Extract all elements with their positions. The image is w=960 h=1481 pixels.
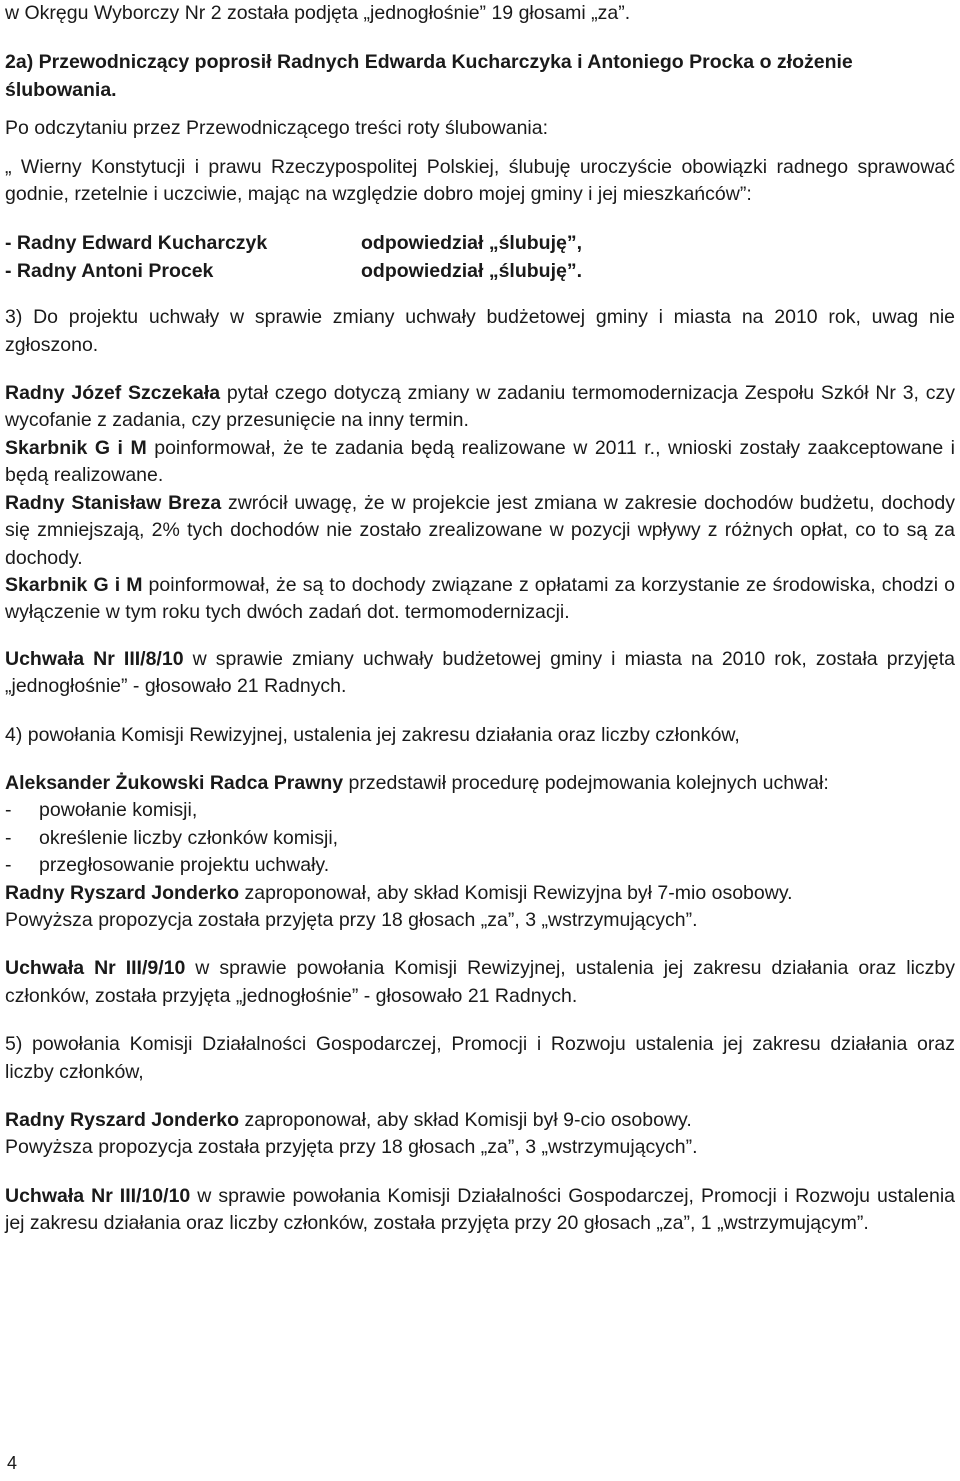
paragraph-zukowski xyxy=(5,770,955,797)
paragraph-after-oath: Po odczytaniu przez Przewodniczącego treści roty ślubowania: xyxy=(5,117,549,140)
list-item xyxy=(5,797,955,824)
speaker-name: Radny Ryszard Jonderko xyxy=(5,881,240,904)
paragraph-uchwala-8 xyxy=(5,646,955,701)
list-dash: - xyxy=(5,799,12,822)
paragraph-jonderko-1 xyxy=(5,880,955,907)
paragraph-3: 3) Do projektu uchwały w sprawie zmiany uchwały budżetowej gminy i miasta na 2010 rok, uwag nie zgłoszono. xyxy=(5,306,955,356)
paragraph-2a: 2a) Przewodniczący poprosił Radnych Edwarda Kucharczyka i Antoniego Procka o złożenie ślubowania. xyxy=(5,51,853,101)
resolution-text: w sprawie powołania Komisji Działalności Gospodarczej, Promocji i Rozwoju ustalenia jej zakresu działania oraz liczby członków, została przyjęta przy 20 głosach „za”, 1 „wstrzymującym”. xyxy=(5,1184,956,1235)
paragraph-4: 4) powołania Komisji Rewizyjnej, ustalenia jej zakresu działania oraz liczby członków, xyxy=(5,723,740,746)
document-page xyxy=(5,0,955,1238)
oath-name: - Radny Edward Kucharczyk xyxy=(5,232,268,255)
speaker-text: zaproponował, aby skład Komisji był 9-cio osobowy. xyxy=(239,1109,692,1131)
paragraph-5: 5) powołania Komisji Działalności Gospodarczej, Promocji i Rozwoju ustalenia jej zakresu działania oraz liczby członków, xyxy=(5,1033,955,1083)
resolution-text: w sprawie zmiany uchwały budżetowej gminy i miasta na 2010 rok, została przyjęta „jednogłośnie” - głosowało 21 Radnych. xyxy=(5,647,955,698)
paragraph-oath: „ Wierny Konstytucji i prawu Rzeczypospolitej Polskiej, ślubuję uroczyście obowiązki radnego sprawować godnie, rzetelnie i uczciwie, mając na względzie dobro mojej gminy i jej mieszkańców”: xyxy=(5,155,955,206)
resolution-text: w sprawie powołania Komisji Rewizyjnej, ustalenia jej zakresu działania oraz liczby członków, została przyjęta „jednogłośnie” - głosowało 21 Radnych. xyxy=(5,957,955,1007)
oath-responses xyxy=(5,230,955,285)
list-item-text: przegłosowanie projektu uchwały. xyxy=(39,854,330,877)
speaker-name: Skarbnik G i M xyxy=(5,573,143,596)
speaker-text: pytał czego dotyczą zmiany w zadaniu termomodernizacja Zespołu Szkół Nr 3, czy wycofanie z zadania, czy przesunięcie na inny termin. xyxy=(5,382,955,432)
speaker-name: Aleksander Żukowski Radca Prawny xyxy=(5,771,344,794)
oath-row xyxy=(5,230,955,257)
paragraph-uchwala-10 xyxy=(5,1183,955,1238)
resolution-number: Uchwała Nr III/9/10 xyxy=(5,957,186,980)
page-number: 4 xyxy=(7,1453,18,1473)
list-item xyxy=(5,825,955,852)
resolution-number: Uchwała Nr III/10/10 xyxy=(5,1184,191,1207)
speaker-text: zwrócił uwagę, że w projekcie jest zmiana w zakresie dochodów budżetu, dochody się zmniejszają, 2% tych dochodów nie zostało zrealizowane w pozycji wpływy z różnych opłat, co to są za dochody. xyxy=(5,491,955,569)
oath-answer: odpowiedział „ślubuję”. xyxy=(361,259,583,282)
speaker-text: zaproponował, aby skład Komisji Rewizyjna był 7-mio osobowy. xyxy=(239,881,793,904)
paragraph-vote-2: Powyższa propozycja została przyjęta przy 18 głosach „za”, 3 „wstrzymujących”. xyxy=(5,1136,698,1159)
oath-row xyxy=(5,258,955,285)
paragraph-intro: w Okręgu Wyborczy Nr 2 została podjęta „jednogłośnie” 19 głosami „za”. xyxy=(5,2,631,24)
resolution-number: Uchwała Nr III/8/10 xyxy=(5,647,184,670)
oath-name: - Radny Antoni Procek xyxy=(5,259,214,282)
paragraph-breza xyxy=(5,490,955,572)
speaker-name: Radny Ryszard Jonderko xyxy=(5,1109,240,1131)
speaker-name: Skarbnik G i M xyxy=(5,436,147,459)
list-dash: - xyxy=(5,854,12,877)
speaker-text: przedstawił procedurę podejmowania kolejnych uchwał: xyxy=(343,771,829,794)
list-item-text: powołanie komisji, xyxy=(39,799,198,822)
paragraph-vote-1: Powyższa propozycja została przyjęta przy 18 głosach „za”, 3 „wstrzymujących”. xyxy=(5,908,698,931)
paragraph-skarbnik-2 xyxy=(5,572,955,627)
speaker-name: Radny Stanisław Breza xyxy=(5,491,222,514)
speaker-text: poinformował, że te zadania będą realizowane w 2011 r., wnioski zostały zaakceptowane i będą realizowane. xyxy=(5,436,955,487)
paragraph-skarbnik-1 xyxy=(5,435,955,490)
list-dash: - xyxy=(5,826,12,849)
oath-answer: odpowiedział „ślubuję”, xyxy=(361,232,583,255)
paragraph-uchwala-9 xyxy=(5,955,955,1010)
speaker-name: Radny Józef Szczekała xyxy=(5,382,221,405)
list-item xyxy=(5,852,955,879)
procedure-list xyxy=(5,797,955,879)
speaker-text: poinformował, że są to dochody związane z opłatami za korzystanie ze środowiska, chodzi o wyłączenie w tym roku tych dwóch zadań dot. termomodernizacji. xyxy=(5,573,955,624)
paragraph-jonderko-2 xyxy=(5,1107,955,1134)
list-item-text: określenie liczby członków komisji, xyxy=(39,826,339,849)
paragraph-szczekala xyxy=(5,380,955,435)
